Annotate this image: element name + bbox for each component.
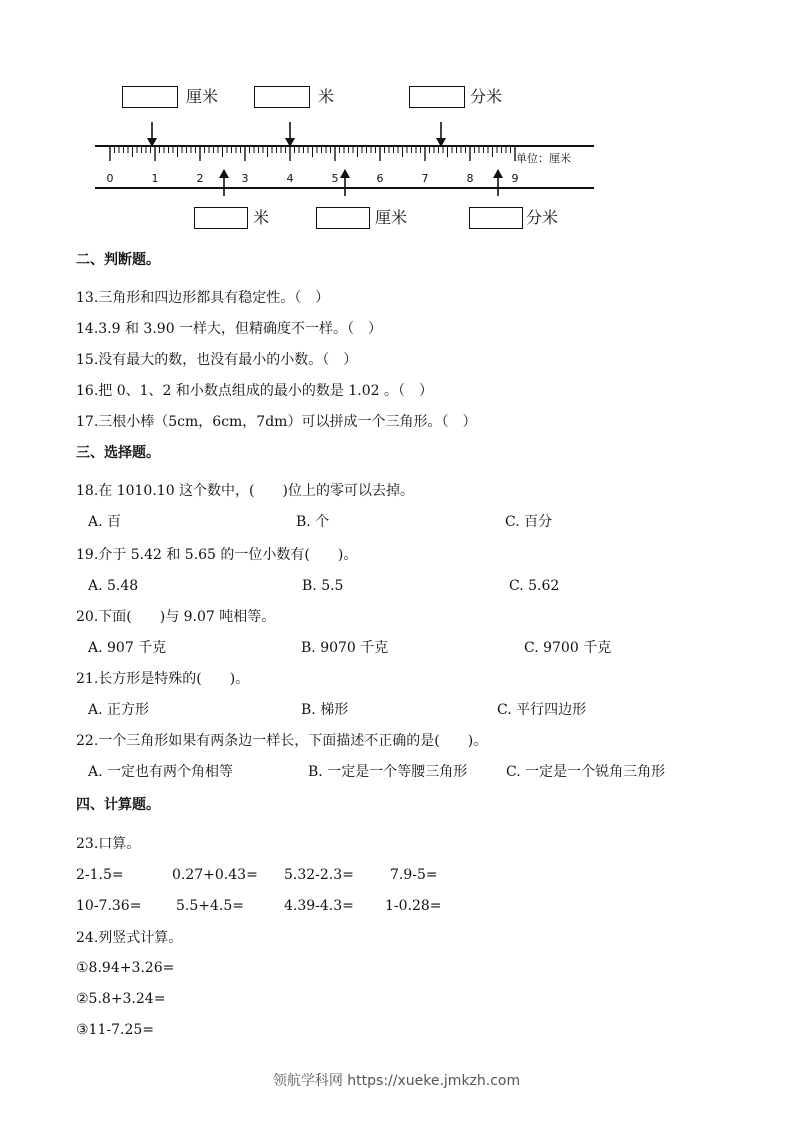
ruler-scale	[110, 147, 515, 161]
judgement-item: 15.没有最大的数，也没有最小的小数。（ ）	[76, 352, 358, 368]
judgement-item: 13.三角形和四边形都具有稳定性。（ ）	[76, 290, 330, 306]
ruler-number: 3	[241, 172, 249, 185]
choice-question: 19.介于 5.42 和 5.65 的一位小数有( )。	[76, 547, 358, 563]
oral-item: 5.32-2.3=	[284, 867, 354, 883]
ruler-number: 5	[331, 172, 339, 185]
choice-question: 22.一个三角形如果有两条边一样长，下面描述不正确的是( )。	[76, 733, 488, 749]
unit-label-top-3: 分米	[470, 87, 503, 106]
ruler-number: 8	[466, 172, 474, 185]
arrow-down-icon	[147, 122, 157, 147]
oral-item: 2-1.5=	[76, 867, 124, 883]
question-vertical: 24.列竖式计算。	[76, 930, 183, 946]
question-oral: 23.口算。	[76, 836, 141, 852]
choice-option-a[interactable]: A. 5.48	[88, 578, 139, 594]
choice-option-a[interactable]: A. 正方形	[88, 702, 150, 718]
ruler-svg	[0, 0, 793, 245]
choice-option-c[interactable]: C. 5.62	[509, 578, 560, 594]
ruler-unit-label: 单位：厘米	[516, 152, 571, 165]
ruler-number: 9	[511, 172, 519, 185]
choice-question: 18.在 1010.10 这个数中，( )位上的零可以去掉。	[76, 483, 414, 499]
ruler-figure	[0, 0, 793, 245]
section-title-calc: 四、计算题。	[76, 797, 160, 813]
choice-option-b[interactable]: B. 9070 千克	[301, 640, 389, 656]
choice-option-a[interactable]: A. 一定也有两个角相等	[88, 764, 234, 780]
arrow-up-icon	[219, 169, 229, 196]
ruler-number: 2	[196, 172, 204, 185]
vertical-item: ③11-7.25=	[76, 1022, 154, 1038]
unit-label-bottom-1: 米	[253, 208, 270, 227]
choice-option-c[interactable]: C. 一定是一个锐角三角形	[506, 764, 666, 780]
section-title-judgement: 二、判断题。	[76, 252, 160, 268]
oral-item: 5.5+4.5=	[176, 898, 244, 914]
ruler-numbers	[107, 172, 519, 185]
choice-option-c[interactable]: C. 百分	[505, 514, 553, 530]
ruler-number: 7	[421, 172, 429, 185]
unit-label-top-1: 厘米	[186, 87, 219, 106]
oral-item: 1-0.28=	[385, 898, 442, 914]
ruler-number: 6	[376, 172, 384, 185]
judgement-item: 17.三根小棒（5cm，6cm，7dm）可以拼成一个三角形。（ ）	[76, 414, 477, 430]
ruler-number: 1	[151, 172, 159, 185]
unit-label-bottom-2: 厘米	[375, 208, 408, 227]
arrow-up-icon	[340, 169, 350, 196]
vertical-item: ②5.8+3.24=	[76, 991, 166, 1007]
footer-watermark: 领航学科网 https://xueke.jmkzh.com	[272, 1073, 521, 1089]
choice-option-c[interactable]: C. 平行四边形	[497, 702, 587, 718]
ruler-number: 0	[106, 172, 114, 185]
choice-option-b[interactable]: B. 一定是一个等腰三角形	[308, 764, 468, 780]
choice-option-c[interactable]: C. 9700 千克	[524, 640, 612, 656]
choice-option-a[interactable]: A. 907 千克	[88, 640, 167, 656]
section-title-choice: 三、选择题。	[76, 445, 160, 461]
ruler-number: 4	[286, 172, 294, 185]
choice-question: 21.长方形是特殊的( )。	[76, 671, 250, 687]
choice-option-b[interactable]: B. 梯形	[301, 702, 349, 718]
arrow-up-icon	[493, 169, 503, 196]
oral-item: 0.27+0.43=	[172, 867, 258, 883]
unit-label-bottom-3: 分米	[526, 208, 559, 227]
choice-option-b[interactable]: B. 5.5	[302, 578, 344, 594]
oral-item: 7.9-5=	[390, 867, 438, 883]
oral-item: 10-7.36=	[76, 898, 142, 914]
oral-item: 4.39-4.3=	[284, 898, 354, 914]
choice-question: 20.下面( )与 9.07 吨相等。	[76, 609, 276, 625]
unit-label-top-2: 米	[318, 87, 335, 106]
arrow-down-icon	[285, 122, 295, 147]
arrow-down-icon	[436, 122, 446, 147]
judgement-item: 14.3.9 和 3.90 一样大，但精确度不一样。（ ）	[76, 321, 383, 337]
judgement-item: 16.把 0、1、2 和小数点组成的最小的数是 1.02 。（ ）	[76, 383, 433, 399]
choice-option-b[interactable]: B. 个	[296, 514, 330, 530]
choice-option-a[interactable]: A. 百	[88, 514, 122, 530]
vertical-item: ①8.94+3.26=	[76, 960, 175, 976]
